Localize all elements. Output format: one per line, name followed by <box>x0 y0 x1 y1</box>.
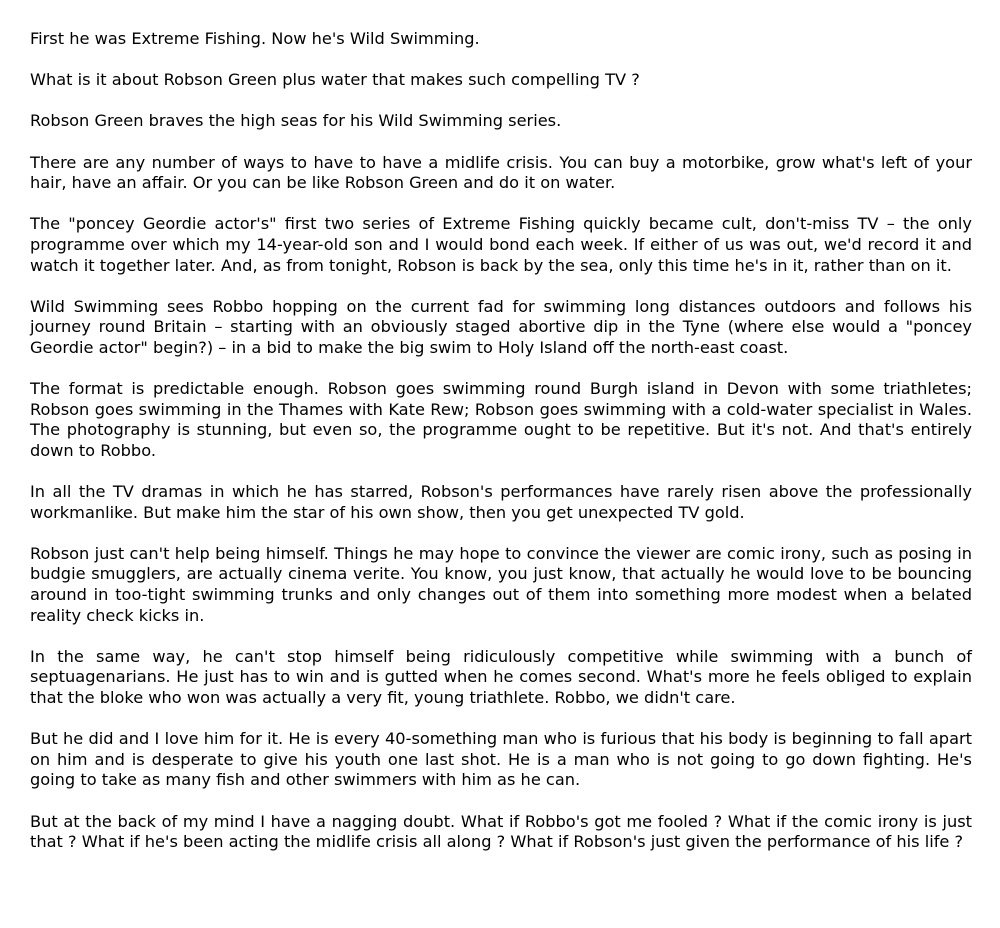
paragraph-7: The format is predictable enough. Robson goes swimming round Burgh island in Devon with some triathletes; Robson goes swimming in the Thames with Kate Rew; Robson goes swimming with a cold-water specialist in Wales. The photography is stunning, but even so, the programme ought to be repetitive. But it's not. And that's entirely down to Robbo. <box>30 379 972 460</box>
paragraph-10: In the same way, he can't stop himself being ridiculously competitive while swimming with a bunch of septuagenarians. He just has to win and is gutted when he comes second. What's more he feels obliged to explain that the bloke who won was actually a very fit, young triathlete. Robbo, we didn't care. <box>30 646 972 707</box>
paragraph-11: But he did and I love him for it. He is every 40-something man who is furious that his body is beginning to fall apart on him and is desperate to give his youth one last shot. He is a man who is not going to go down fighting. He's going to take as many fish and other swimmers with him as he can. <box>30 729 972 790</box>
paragraph-5: The "poncey Geordie actor's" first two series of Extreme Fishing quickly became cult, don't-miss TV – the only programme over which my 14-year-old son and I would bond each week. If either of us was out, we'd record it and watch it together later. And, as from tonight, Robson is back by the sea, only this time he's in it, rather than on it. <box>30 214 972 275</box>
article-body <box>30 29 972 853</box>
paragraph-9: Robson just can't help being himself. Things he may hope to convince the viewer are comic irony, such as posing in budgie smugglers, are actually cinema verite. You know, you just know, that actually he would love to be bouncing around in too-tight swimming trunks and only changes out of them into something more modest when a belated reality check kicks in. <box>30 543 972 625</box>
paragraph-4: There are any number of ways to have to have a midlife crisis. You can buy a motorbike, grow what's left of your hair, have an affair. Or you can be like Robson Green and do it on water. <box>30 152 972 193</box>
paragraph-2: What is it about Robson Green plus water that makes such compelling TV ? <box>30 70 640 90</box>
paragraph-3: Robson Green braves the high seas for his Wild Swimming series. <box>30 111 562 131</box>
paragraph-12: But at the back of my mind I have a nagging doubt. What if Robbo's got me fooled ? What if the comic irony is just that ? What if he's been acting the midlife crisis all along ? What if Robson's just given the performance of his life ? <box>30 811 972 852</box>
paragraph-6: Wild Swimming sees Robbo hopping on the current fad for swimming long distances outdoors and follows his journey round Britain – starting with an obviously staged abortive dip in the Tyne (where else would a "poncey Geordie actor" begin?) – in a bid to make the big swim to Holy Island off the north-east coast. <box>30 296 972 357</box>
paragraph-1: First he was Extreme Fishing. Now he's Wild Swimming. <box>30 29 480 48</box>
paragraph-8: In all the TV dramas in which he has starred, Robson's performances have rarely risen above the professionally workmanlike. But make him the star of his own show, then you get unexpected TV gold. <box>30 482 972 522</box>
